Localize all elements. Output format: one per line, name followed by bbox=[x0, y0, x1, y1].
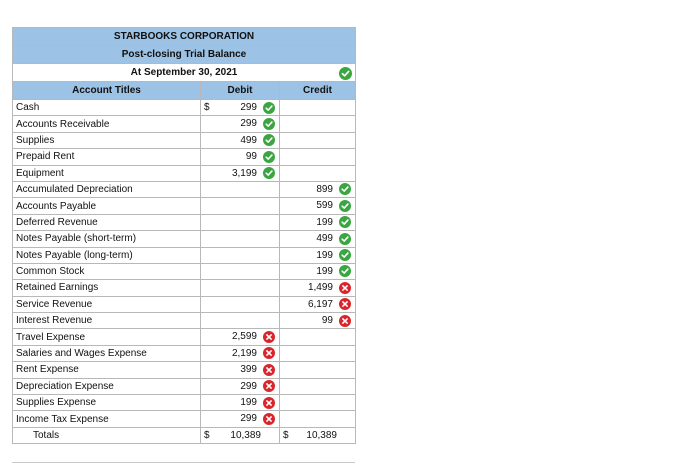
table-row bbox=[13, 313, 356, 329]
debit-cell[interactable] bbox=[201, 247, 280, 263]
table-row bbox=[13, 116, 356, 132]
credit-cell[interactable] bbox=[280, 214, 356, 230]
account-title[interactable]: Accounts Payable bbox=[13, 198, 201, 214]
check-icon bbox=[339, 67, 352, 80]
table-row bbox=[13, 395, 356, 411]
report-date-cell[interactable] bbox=[13, 64, 356, 82]
account-title[interactable]: Travel Expense bbox=[13, 329, 201, 345]
debit-value: 299 bbox=[240, 118, 257, 130]
table-row bbox=[13, 362, 356, 378]
check-icon bbox=[339, 216, 351, 228]
cross-icon bbox=[263, 397, 275, 409]
credit-cell[interactable] bbox=[280, 198, 356, 214]
debit-cell[interactable] bbox=[201, 231, 280, 247]
account-title[interactable]: Depreciation Expense bbox=[13, 378, 201, 394]
debit-value: 2,599 bbox=[231, 331, 257, 343]
table-row bbox=[13, 100, 356, 116]
debit-cell[interactable] bbox=[201, 296, 280, 312]
cross-icon bbox=[263, 413, 275, 425]
check-icon bbox=[263, 134, 275, 146]
credit-value: 899 bbox=[316, 183, 333, 195]
check-icon bbox=[339, 249, 351, 261]
debit-cell[interactable] bbox=[201, 214, 280, 230]
check-icon bbox=[339, 233, 351, 245]
cross-icon bbox=[263, 331, 275, 343]
debit-cell[interactable] bbox=[201, 378, 280, 394]
credit-value: 599 bbox=[316, 200, 333, 212]
check-icon bbox=[263, 102, 275, 114]
cross-icon bbox=[339, 282, 351, 294]
table-row bbox=[13, 345, 356, 361]
totals-debit-value: 10,389 bbox=[230, 429, 261, 441]
debit-value: 2,199 bbox=[231, 347, 257, 359]
account-title[interactable]: Supplies Expense bbox=[13, 395, 201, 411]
credit-cell[interactable] bbox=[280, 378, 356, 394]
account-title[interactable]: Notes Payable (long-term) bbox=[13, 247, 201, 263]
check-icon bbox=[339, 183, 351, 195]
account-title[interactable]: Notes Payable (short-term) bbox=[13, 231, 201, 247]
debit-cell[interactable] bbox=[201, 362, 280, 378]
debit-cell[interactable] bbox=[201, 116, 280, 132]
credit-value: 1,499 bbox=[307, 282, 333, 294]
debit-cell[interactable] bbox=[201, 181, 280, 197]
check-icon bbox=[263, 167, 275, 179]
table-row bbox=[13, 149, 356, 165]
credit-cell[interactable] bbox=[280, 181, 356, 197]
debit-cell[interactable] bbox=[201, 280, 280, 296]
check-icon bbox=[263, 118, 275, 130]
totals-debit-cell[interactable] bbox=[201, 427, 280, 443]
table-row bbox=[13, 181, 356, 197]
table-bottom-divider bbox=[12, 462, 355, 463]
account-title[interactable]: Income Tax Expense bbox=[13, 411, 201, 427]
debit-cell[interactable] bbox=[201, 411, 280, 427]
credit-cell[interactable] bbox=[280, 329, 356, 345]
account-title[interactable]: Accumulated Depreciation bbox=[13, 181, 201, 197]
cross-icon bbox=[263, 364, 275, 376]
debit-cell[interactable] bbox=[201, 263, 280, 279]
table-row bbox=[13, 296, 356, 312]
check-icon bbox=[339, 265, 351, 277]
company-name: STARBOOKS CORPORATION bbox=[13, 28, 356, 46]
credit-cell[interactable] bbox=[280, 263, 356, 279]
debit-value: 199 bbox=[240, 397, 257, 409]
credit-cell[interactable] bbox=[280, 132, 356, 148]
credit-value: 99 bbox=[321, 315, 333, 327]
credit-cell[interactable] bbox=[280, 231, 356, 247]
credit-cell[interactable] bbox=[280, 395, 356, 411]
debit-cell[interactable] bbox=[201, 100, 280, 116]
check-icon bbox=[339, 200, 351, 212]
cross-icon bbox=[339, 298, 351, 310]
debit-value: 399 bbox=[240, 364, 257, 376]
date-row bbox=[13, 64, 356, 82]
col-header-credit: Credit bbox=[280, 82, 356, 100]
check-icon bbox=[263, 151, 275, 163]
dollar-sign: $ bbox=[204, 429, 210, 441]
debit-cell[interactable] bbox=[201, 198, 280, 214]
debit-cell[interactable] bbox=[201, 149, 280, 165]
table-row bbox=[13, 247, 356, 263]
account-title[interactable]: Deferred Revenue bbox=[13, 214, 201, 230]
company-row bbox=[13, 28, 356, 46]
col-header-titles: Account Titles bbox=[13, 82, 201, 100]
debit-cell[interactable] bbox=[201, 132, 280, 148]
debit-value: 499 bbox=[240, 134, 257, 146]
col-header-debit: Debit bbox=[201, 82, 280, 100]
debit-cell[interactable] bbox=[201, 313, 280, 329]
debit-value: 299 bbox=[240, 413, 257, 425]
cross-icon bbox=[263, 380, 275, 392]
credit-value: 499 bbox=[316, 233, 333, 245]
report-row bbox=[13, 46, 356, 64]
credit-cell[interactable] bbox=[280, 313, 356, 329]
table-row bbox=[13, 165, 356, 181]
credit-cell[interactable] bbox=[280, 165, 356, 181]
totals-label: Totals bbox=[13, 427, 201, 443]
totals-row bbox=[13, 427, 356, 443]
debit-value: 3,199 bbox=[231, 167, 257, 179]
account-title[interactable]: Interest Revenue bbox=[13, 313, 201, 329]
account-title[interactable]: Salaries and Wages Expense bbox=[13, 345, 201, 361]
table-row bbox=[13, 132, 356, 148]
cross-icon bbox=[339, 315, 351, 327]
table-row bbox=[13, 214, 356, 230]
trial-balance-table bbox=[12, 27, 356, 444]
table-row bbox=[13, 231, 356, 247]
account-title[interactable]: Rent Expense bbox=[13, 362, 201, 378]
credit-value: 6,197 bbox=[307, 298, 333, 310]
account-title[interactable]: Cash bbox=[13, 100, 201, 116]
debit-value: 299 bbox=[240, 102, 257, 113]
account-title[interactable]: Service Revenue bbox=[13, 296, 201, 312]
table-row bbox=[13, 280, 356, 296]
debit-value: 299 bbox=[240, 380, 257, 392]
account-title[interactable]: Retained Earnings bbox=[13, 280, 201, 296]
credit-value: 199 bbox=[316, 249, 333, 261]
credit-value: 199 bbox=[316, 216, 333, 228]
account-title[interactable]: Prepaid Rent bbox=[13, 149, 201, 165]
account-title[interactable]: Supplies bbox=[13, 132, 201, 148]
report-date: At September 30, 2021 bbox=[130, 67, 238, 78]
debit-cell[interactable] bbox=[201, 165, 280, 181]
account-title[interactable]: Accounts Receivable bbox=[13, 116, 201, 132]
debit-value: 99 bbox=[245, 151, 257, 163]
table-row bbox=[13, 411, 356, 427]
cross-icon bbox=[263, 347, 275, 359]
credit-cell[interactable] bbox=[280, 362, 356, 378]
credit-cell[interactable] bbox=[280, 100, 356, 116]
credit-cell[interactable] bbox=[280, 116, 356, 132]
dollar-sign: $ bbox=[204, 102, 210, 113]
report-title: Post-closing Trial Balance bbox=[13, 46, 356, 64]
credit-cell[interactable] bbox=[280, 411, 356, 427]
credit-cell[interactable] bbox=[280, 296, 356, 312]
credit-cell[interactable] bbox=[280, 345, 356, 361]
debit-cell[interactable] bbox=[201, 329, 280, 345]
credit-value: 199 bbox=[316, 265, 333, 277]
table-row bbox=[13, 198, 356, 214]
credit-cell[interactable] bbox=[280, 280, 356, 296]
table-row bbox=[13, 263, 356, 279]
table-row bbox=[13, 378, 356, 394]
credit-cell[interactable] bbox=[280, 149, 356, 165]
account-title[interactable]: Equipment bbox=[13, 165, 201, 181]
column-header-row bbox=[13, 82, 356, 100]
dollar-sign: $ bbox=[283, 429, 289, 441]
debit-cell[interactable] bbox=[201, 345, 280, 361]
table-row bbox=[13, 329, 356, 345]
credit-cell[interactable] bbox=[280, 247, 356, 263]
totals-credit-value: 10,389 bbox=[306, 429, 337, 441]
account-title[interactable]: Common Stock bbox=[13, 263, 201, 279]
totals-credit-cell[interactable] bbox=[280, 427, 356, 443]
debit-cell[interactable] bbox=[201, 395, 280, 411]
